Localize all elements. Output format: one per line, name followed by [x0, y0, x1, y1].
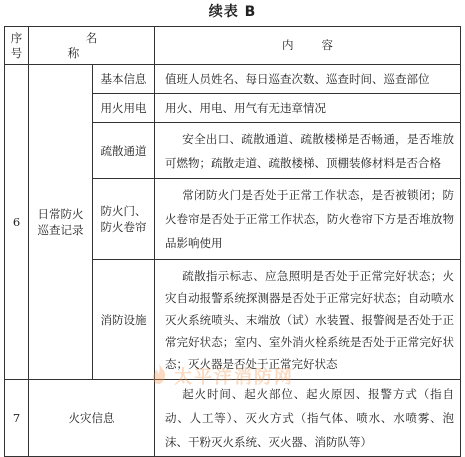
item-content: 值班人员姓名、每日巡查次数、巡查时间、巡查部位 [155, 65, 461, 94]
header-content-label: 内容 [282, 38, 361, 52]
header-name [29, 27, 155, 65]
row-no: 7 [5, 380, 29, 457]
table-header-row [5, 27, 461, 65]
header-no: 序号 [5, 27, 29, 65]
watermark-text: 太平洋消防网 [174, 367, 294, 388]
header-content [155, 27, 461, 65]
row-no: 6 [5, 65, 29, 380]
table-row [5, 380, 461, 457]
item-content: 安全出口、疏散通道、疏散楼梯是否畅通，是否堆放可燃物；疏散走道、疏散楼梯、顶棚装修材料是否合格 [155, 123, 461, 179]
page-title: 续表 B [208, 4, 257, 20]
item-name: 用火用电 [93, 94, 155, 123]
item-name: 疏散通道 [93, 123, 155, 179]
spec-table [4, 26, 461, 457]
item-name: 火灾信息 [29, 380, 155, 457]
item-content: 常闭防火门是否处于正常工作状态，是否被锁闭；防火卷帘是否处于正常工作状态，防火卷帘下方是否堆放物品影响使用 [155, 179, 461, 260]
item-name: 消防设施 [93, 260, 155, 380]
item-content: 用火、用电、用气有无违章情况 [155, 94, 461, 123]
header-name-label: 名称 [67, 30, 134, 60]
item-content: 疏散指示标志、应急照明是否处于正常完好状态；火灾自动报警系统探测器是否处于正常完好状态；自动喷水灭火系统喷头、末端放（试）水装置、报警阀是否处于正常完好状态；室内、室外消火栓系统是否处于正常完好状态；灭火器是否处于正常完好状态 [155, 260, 461, 380]
table-row [5, 65, 461, 94]
item-name: 防火门、防火卷帘 [93, 179, 155, 260]
item-content: 起火时间、起火部位、起火原因、报警方式（指自动、人工等）、灭火方式（指气体、喷水、水喷雾、泡沫、干粉灭火系统、灭火器、消防队等） [155, 380, 461, 457]
item-name: 基本信息 [93, 65, 155, 94]
row-group-name: 日常防火巡查记录 [29, 65, 93, 380]
